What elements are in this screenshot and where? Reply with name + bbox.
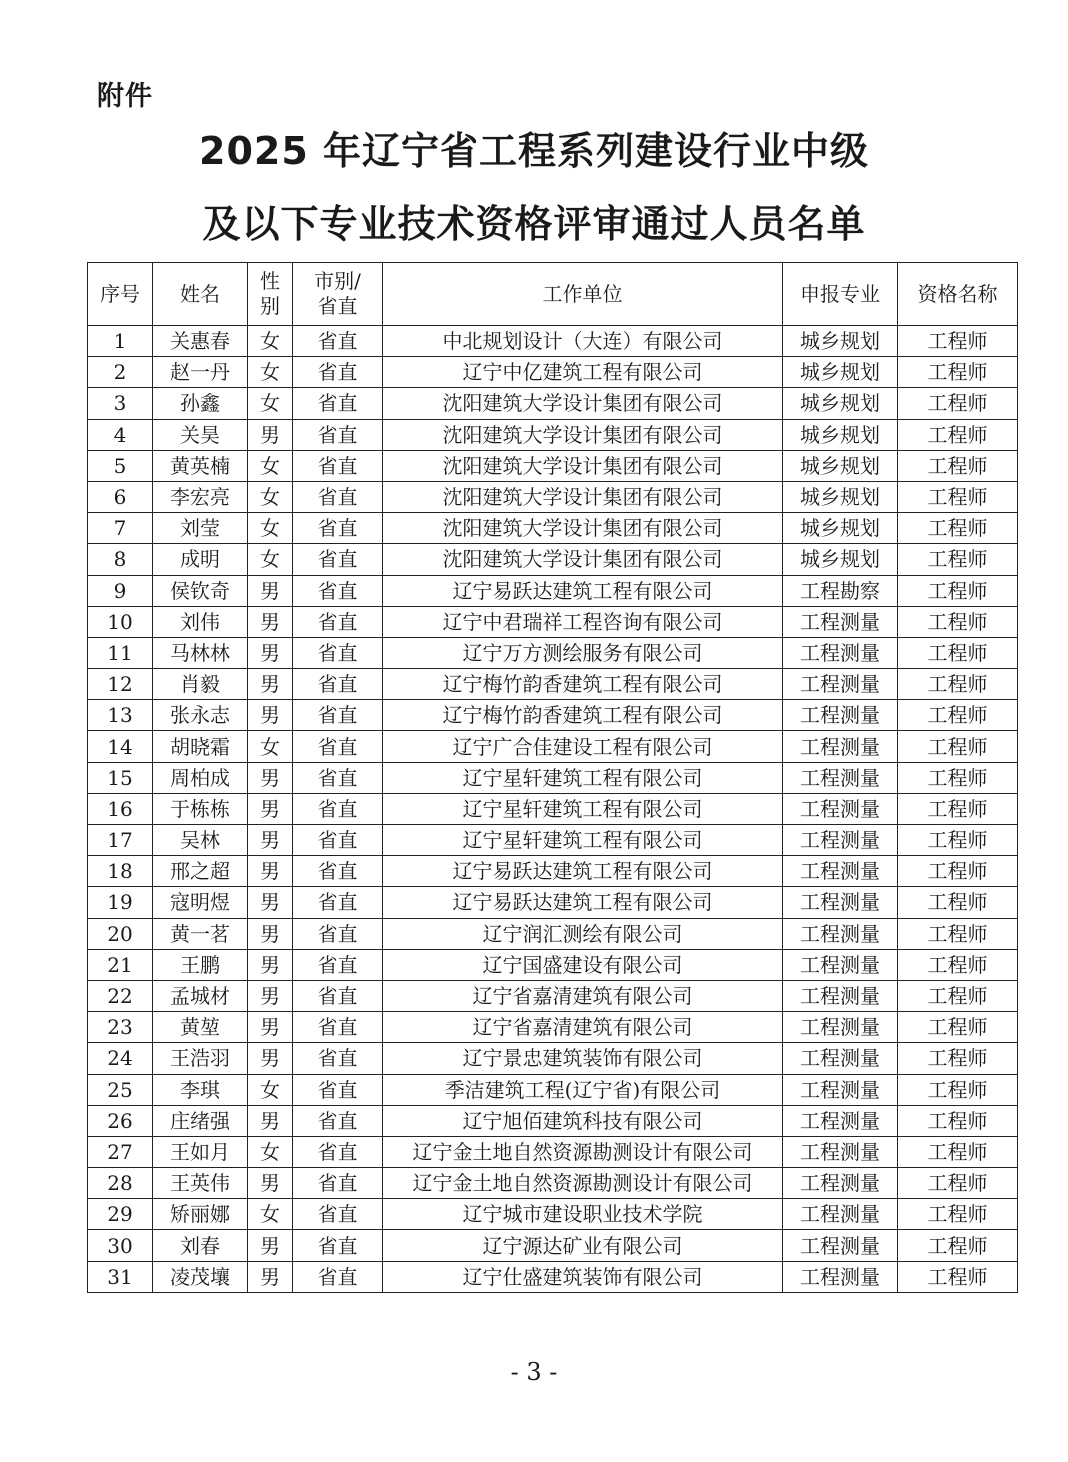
cell-city: 省直 <box>293 388 383 419</box>
cell-qualification: 工程师 <box>898 481 1018 512</box>
cell-major: 城乡规划 <box>783 357 898 388</box>
table-row <box>88 1199 1018 1230</box>
cell-name: 李琪 <box>153 1074 248 1105</box>
cell-city: 省直 <box>293 980 383 1011</box>
cell-city: 省直 <box>293 1199 383 1230</box>
cell-major: 城乡规划 <box>783 326 898 357</box>
header-employer: 工作单位 <box>383 263 783 326</box>
cell-employer: 辽宁金土地自然资源勘测设计有限公司 <box>383 1168 783 1199</box>
cell-major: 工程测量 <box>783 762 898 793</box>
cell-employer: 沈阳建筑大学设计集团有限公司 <box>383 450 783 481</box>
cell-major: 工程测量 <box>783 1105 898 1136</box>
cell-employer: 辽宁易跃达建筑工程有限公司 <box>383 575 783 606</box>
cell-index: 24 <box>88 1043 153 1074</box>
cell-qualification: 工程师 <box>898 856 1018 887</box>
cell-index: 2 <box>88 357 153 388</box>
cell-qualification: 工程师 <box>898 918 1018 949</box>
cell-gender: 男 <box>248 856 293 887</box>
cell-major: 工程测量 <box>783 1043 898 1074</box>
cell-major: 工程测量 <box>783 731 898 762</box>
table-header-row <box>88 263 1018 326</box>
cell-employer: 辽宁源达矿业有限公司 <box>383 1230 783 1261</box>
cell-index: 3 <box>88 388 153 419</box>
cell-qualification: 工程师 <box>898 1074 1018 1105</box>
cell-major: 工程勘察 <box>783 575 898 606</box>
cell-employer: 辽宁仕盛建筑装饰有限公司 <box>383 1261 783 1292</box>
cell-qualification: 工程师 <box>898 1199 1018 1230</box>
cell-qualification: 工程师 <box>898 544 1018 575</box>
cell-name: 刘春 <box>153 1230 248 1261</box>
cell-qualification: 工程师 <box>898 513 1018 544</box>
cell-employer: 辽宁润汇测绘有限公司 <box>383 918 783 949</box>
table-row <box>88 825 1018 856</box>
cell-index: 9 <box>88 575 153 606</box>
cell-qualification: 工程师 <box>898 731 1018 762</box>
cell-gender: 男 <box>248 887 293 918</box>
cell-name: 肖毅 <box>153 669 248 700</box>
cell-employer: 辽宁万方测绘服务有限公司 <box>383 637 783 668</box>
cell-city: 省直 <box>293 450 383 481</box>
header-gender: 性 别 <box>248 263 293 326</box>
cell-index: 26 <box>88 1105 153 1136</box>
cell-index: 27 <box>88 1136 153 1167</box>
table-row <box>88 1136 1018 1167</box>
cell-city: 省直 <box>293 481 383 512</box>
cell-employer: 沈阳建筑大学设计集团有限公司 <box>383 481 783 512</box>
cell-name: 孟城材 <box>153 980 248 1011</box>
cell-qualification: 工程师 <box>898 1230 1018 1261</box>
cell-city: 省直 <box>293 825 383 856</box>
cell-index: 22 <box>88 980 153 1011</box>
cell-index: 21 <box>88 949 153 980</box>
cell-major: 工程测量 <box>783 1199 898 1230</box>
cell-name: 刘伟 <box>153 606 248 637</box>
cell-index: 23 <box>88 1012 153 1043</box>
table-row <box>88 887 1018 918</box>
cell-major: 工程测量 <box>783 980 898 1011</box>
cell-qualification: 工程师 <box>898 1168 1018 1199</box>
cell-name: 王浩羽 <box>153 1043 248 1074</box>
cell-gender: 男 <box>248 825 293 856</box>
cell-index: 19 <box>88 887 153 918</box>
table-row <box>88 450 1018 481</box>
cell-name: 黄英楠 <box>153 450 248 481</box>
cell-index: 28 <box>88 1168 153 1199</box>
cell-index: 5 <box>88 450 153 481</box>
cell-index: 6 <box>88 481 153 512</box>
cell-major: 工程测量 <box>783 793 898 824</box>
cell-qualification: 工程师 <box>898 388 1018 419</box>
cell-name: 凌茂壤 <box>153 1261 248 1292</box>
cell-qualification: 工程师 <box>898 326 1018 357</box>
cell-name: 刘莹 <box>153 513 248 544</box>
cell-qualification: 工程师 <box>898 1043 1018 1074</box>
cell-qualification: 工程师 <box>898 1012 1018 1043</box>
cell-employer: 辽宁星轩建筑工程有限公司 <box>383 762 783 793</box>
cell-gender: 女 <box>248 357 293 388</box>
cell-qualification: 工程师 <box>898 1105 1018 1136</box>
table-row <box>88 637 1018 668</box>
table-row <box>88 357 1018 388</box>
cell-qualification: 工程师 <box>898 575 1018 606</box>
cell-employer: 辽宁梅竹韵香建筑工程有限公司 <box>383 700 783 731</box>
cell-city: 省直 <box>293 544 383 575</box>
cell-index: 7 <box>88 513 153 544</box>
cell-employer: 季洁建筑工程(辽宁省)有限公司 <box>383 1074 783 1105</box>
cell-major: 工程测量 <box>783 825 898 856</box>
cell-employer: 辽宁星轩建筑工程有限公司 <box>383 825 783 856</box>
cell-gender: 男 <box>248 793 293 824</box>
cell-gender: 男 <box>248 669 293 700</box>
cell-qualification: 工程师 <box>898 825 1018 856</box>
table-row <box>88 606 1018 637</box>
cell-gender: 女 <box>248 513 293 544</box>
cell-gender: 女 <box>248 544 293 575</box>
cell-gender: 男 <box>248 1168 293 1199</box>
cell-city: 省直 <box>293 1105 383 1136</box>
cell-employer: 辽宁景忠建筑装饰有限公司 <box>383 1043 783 1074</box>
cell-gender: 女 <box>248 326 293 357</box>
cell-major: 城乡规划 <box>783 513 898 544</box>
cell-gender: 男 <box>248 762 293 793</box>
cell-major: 城乡规划 <box>783 450 898 481</box>
cell-index: 31 <box>88 1261 153 1292</box>
table-row <box>88 1168 1018 1199</box>
cell-city: 省直 <box>293 949 383 980</box>
cell-name: 庄绪强 <box>153 1105 248 1136</box>
cell-name: 王如月 <box>153 1136 248 1167</box>
cell-index: 30 <box>88 1230 153 1261</box>
table-row <box>88 1074 1018 1105</box>
cell-major: 工程测量 <box>783 1136 898 1167</box>
cell-index: 25 <box>88 1074 153 1105</box>
cell-city: 省直 <box>293 731 383 762</box>
cell-employer: 辽宁省嘉清建筑有限公司 <box>383 1012 783 1043</box>
cell-major: 城乡规划 <box>783 481 898 512</box>
table-row <box>88 1043 1018 1074</box>
cell-city: 省直 <box>293 513 383 544</box>
cell-gender: 男 <box>248 575 293 606</box>
cell-name: 关惠春 <box>153 326 248 357</box>
cell-gender: 男 <box>248 1012 293 1043</box>
cell-qualification: 工程师 <box>898 887 1018 918</box>
cell-gender: 男 <box>248 1261 293 1292</box>
cell-index: 15 <box>88 762 153 793</box>
cell-major: 工程测量 <box>783 1012 898 1043</box>
table-row <box>88 793 1018 824</box>
cell-employer: 辽宁旭佰建筑科技有限公司 <box>383 1105 783 1136</box>
cell-city: 省直 <box>293 419 383 450</box>
cell-employer: 沈阳建筑大学设计集团有限公司 <box>383 388 783 419</box>
cell-index: 1 <box>88 326 153 357</box>
table-row <box>88 481 1018 512</box>
cell-city: 省直 <box>293 1043 383 1074</box>
cell-major: 工程测量 <box>783 606 898 637</box>
table-row <box>88 918 1018 949</box>
cell-qualification: 工程师 <box>898 949 1018 980</box>
cell-employer: 沈阳建筑大学设计集团有限公司 <box>383 419 783 450</box>
table-row <box>88 1261 1018 1292</box>
cell-major: 工程测量 <box>783 887 898 918</box>
cell-name: 关昊 <box>153 419 248 450</box>
cell-city: 省直 <box>293 1168 383 1199</box>
cell-major: 工程测量 <box>783 1074 898 1105</box>
attachment-label: 附件 <box>97 81 153 112</box>
cell-major: 工程测量 <box>783 1261 898 1292</box>
cell-city: 省直 <box>293 887 383 918</box>
cell-name: 周柏成 <box>153 762 248 793</box>
cell-employer: 辽宁国盛建设有限公司 <box>383 949 783 980</box>
table-row <box>88 762 1018 793</box>
cell-major: 工程测量 <box>783 856 898 887</box>
cell-name: 赵一丹 <box>153 357 248 388</box>
cell-gender: 女 <box>248 450 293 481</box>
cell-city: 省直 <box>293 326 383 357</box>
cell-index: 11 <box>88 637 153 668</box>
table-row <box>88 326 1018 357</box>
cell-gender: 男 <box>248 918 293 949</box>
cell-gender: 女 <box>248 481 293 512</box>
document-title-line-1: 2025 年辽宁省工程系列建设行业中级 <box>199 129 869 173</box>
cell-city: 省直 <box>293 856 383 887</box>
page-number: - 3 - <box>510 1358 558 1386</box>
table-row <box>88 1105 1018 1136</box>
cell-employer: 辽宁梅竹韵香建筑工程有限公司 <box>383 669 783 700</box>
header-name: 姓名 <box>153 263 248 326</box>
cell-name: 马林林 <box>153 637 248 668</box>
cell-qualification: 工程师 <box>898 450 1018 481</box>
cell-index: 10 <box>88 606 153 637</box>
cell-city: 省直 <box>293 762 383 793</box>
cell-gender: 女 <box>248 731 293 762</box>
cell-major: 工程测量 <box>783 949 898 980</box>
cell-major: 工程测量 <box>783 1230 898 1261</box>
cell-index: 13 <box>88 700 153 731</box>
cell-city: 省直 <box>293 1012 383 1043</box>
cell-employer: 辽宁城市建设职业技术学院 <box>383 1199 783 1230</box>
cell-city: 省直 <box>293 1074 383 1105</box>
cell-index: 4 <box>88 419 153 450</box>
cell-employer: 沈阳建筑大学设计集团有限公司 <box>383 544 783 575</box>
cell-city: 省直 <box>293 793 383 824</box>
table-row <box>88 700 1018 731</box>
cell-employer: 辽宁省嘉清建筑有限公司 <box>383 980 783 1011</box>
cell-major: 工程测量 <box>783 669 898 700</box>
cell-name: 于栋栋 <box>153 793 248 824</box>
cell-city: 省直 <box>293 637 383 668</box>
cell-city: 省直 <box>293 669 383 700</box>
cell-major: 工程测量 <box>783 1168 898 1199</box>
cell-qualification: 工程师 <box>898 357 1018 388</box>
cell-name: 王鹏 <box>153 949 248 980</box>
document-title-line-2: 及以下专业技术资格评审通过人员名单 <box>202 202 866 246</box>
cell-index: 14 <box>88 731 153 762</box>
cell-gender: 男 <box>248 949 293 980</box>
cell-qualification: 工程师 <box>898 1136 1018 1167</box>
cell-name: 李宏亮 <box>153 481 248 512</box>
header-major: 申报专业 <box>783 263 898 326</box>
cell-gender: 男 <box>248 980 293 1011</box>
cell-gender: 男 <box>248 1105 293 1136</box>
cell-name: 矫丽娜 <box>153 1199 248 1230</box>
cell-gender: 女 <box>248 1136 293 1167</box>
cell-employer: 辽宁易跃达建筑工程有限公司 <box>383 856 783 887</box>
cell-name: 吴林 <box>153 825 248 856</box>
cell-employer: 中北规划设计（大连）有限公司 <box>383 326 783 357</box>
header-qualification: 资格名称 <box>898 263 1018 326</box>
table-row <box>88 980 1018 1011</box>
table-row <box>88 544 1018 575</box>
cell-name: 侯钦奇 <box>153 575 248 606</box>
cell-city: 省直 <box>293 1230 383 1261</box>
table-body <box>88 326 1018 1293</box>
cell-index: 29 <box>88 1199 153 1230</box>
table-row <box>88 1012 1018 1043</box>
cell-qualification: 工程师 <box>898 669 1018 700</box>
cell-gender: 男 <box>248 1043 293 1074</box>
cell-major: 工程测量 <box>783 700 898 731</box>
cell-index: 18 <box>88 856 153 887</box>
cell-name: 胡晓霜 <box>153 731 248 762</box>
cell-employer: 辽宁星轩建筑工程有限公司 <box>383 793 783 824</box>
cell-city: 省直 <box>293 357 383 388</box>
cell-index: 12 <box>88 669 153 700</box>
cell-employer: 沈阳建筑大学设计集团有限公司 <box>383 513 783 544</box>
cell-city: 省直 <box>293 700 383 731</box>
cell-name: 寇明煜 <box>153 887 248 918</box>
cell-gender: 男 <box>248 606 293 637</box>
cell-major: 工程测量 <box>783 637 898 668</box>
cell-gender: 女 <box>248 388 293 419</box>
cell-name: 黄一茗 <box>153 918 248 949</box>
approved-personnel-table <box>87 262 1018 1293</box>
cell-name: 黄堃 <box>153 1012 248 1043</box>
table-row <box>88 388 1018 419</box>
cell-qualification: 工程师 <box>898 980 1018 1011</box>
cell-gender: 女 <box>248 1199 293 1230</box>
cell-city: 省直 <box>293 1136 383 1167</box>
cell-name: 王英伟 <box>153 1168 248 1199</box>
table-row <box>88 1230 1018 1261</box>
table-row <box>88 949 1018 980</box>
table-row <box>88 575 1018 606</box>
table-row <box>88 669 1018 700</box>
cell-employer: 辽宁中亿建筑工程有限公司 <box>383 357 783 388</box>
cell-employer: 辽宁易跃达建筑工程有限公司 <box>383 887 783 918</box>
cell-major: 城乡规划 <box>783 544 898 575</box>
cell-index: 16 <box>88 793 153 824</box>
cell-employer: 辽宁金土地自然资源勘测设计有限公司 <box>383 1136 783 1167</box>
table-row <box>88 513 1018 544</box>
cell-qualification: 工程师 <box>898 1261 1018 1292</box>
cell-qualification: 工程师 <box>898 419 1018 450</box>
cell-employer: 辽宁中君瑞祥工程咨询有限公司 <box>383 606 783 637</box>
cell-gender: 男 <box>248 637 293 668</box>
cell-gender: 男 <box>248 1230 293 1261</box>
cell-qualification: 工程师 <box>898 700 1018 731</box>
cell-qualification: 工程师 <box>898 762 1018 793</box>
table-row <box>88 419 1018 450</box>
cell-major: 城乡规划 <box>783 388 898 419</box>
cell-index: 20 <box>88 918 153 949</box>
cell-employer: 辽宁广合佳建设工程有限公司 <box>383 731 783 762</box>
cell-city: 省直 <box>293 918 383 949</box>
cell-index: 8 <box>88 544 153 575</box>
cell-qualification: 工程师 <box>898 793 1018 824</box>
cell-qualification: 工程师 <box>898 637 1018 668</box>
cell-name: 孙鑫 <box>153 388 248 419</box>
table-row <box>88 731 1018 762</box>
cell-major: 城乡规划 <box>783 419 898 450</box>
header-index: 序号 <box>88 263 153 326</box>
cell-name: 邢之超 <box>153 856 248 887</box>
table-row <box>88 856 1018 887</box>
cell-city: 省直 <box>293 606 383 637</box>
cell-gender: 女 <box>248 1074 293 1105</box>
cell-qualification: 工程师 <box>898 606 1018 637</box>
cell-index: 17 <box>88 825 153 856</box>
cell-gender: 男 <box>248 700 293 731</box>
header-city: 市别/ 省直 <box>293 263 383 326</box>
cell-name: 张永志 <box>153 700 248 731</box>
cell-name: 成明 <box>153 544 248 575</box>
cell-major: 工程测量 <box>783 918 898 949</box>
cell-gender: 男 <box>248 419 293 450</box>
cell-city: 省直 <box>293 1261 383 1292</box>
cell-city: 省直 <box>293 575 383 606</box>
